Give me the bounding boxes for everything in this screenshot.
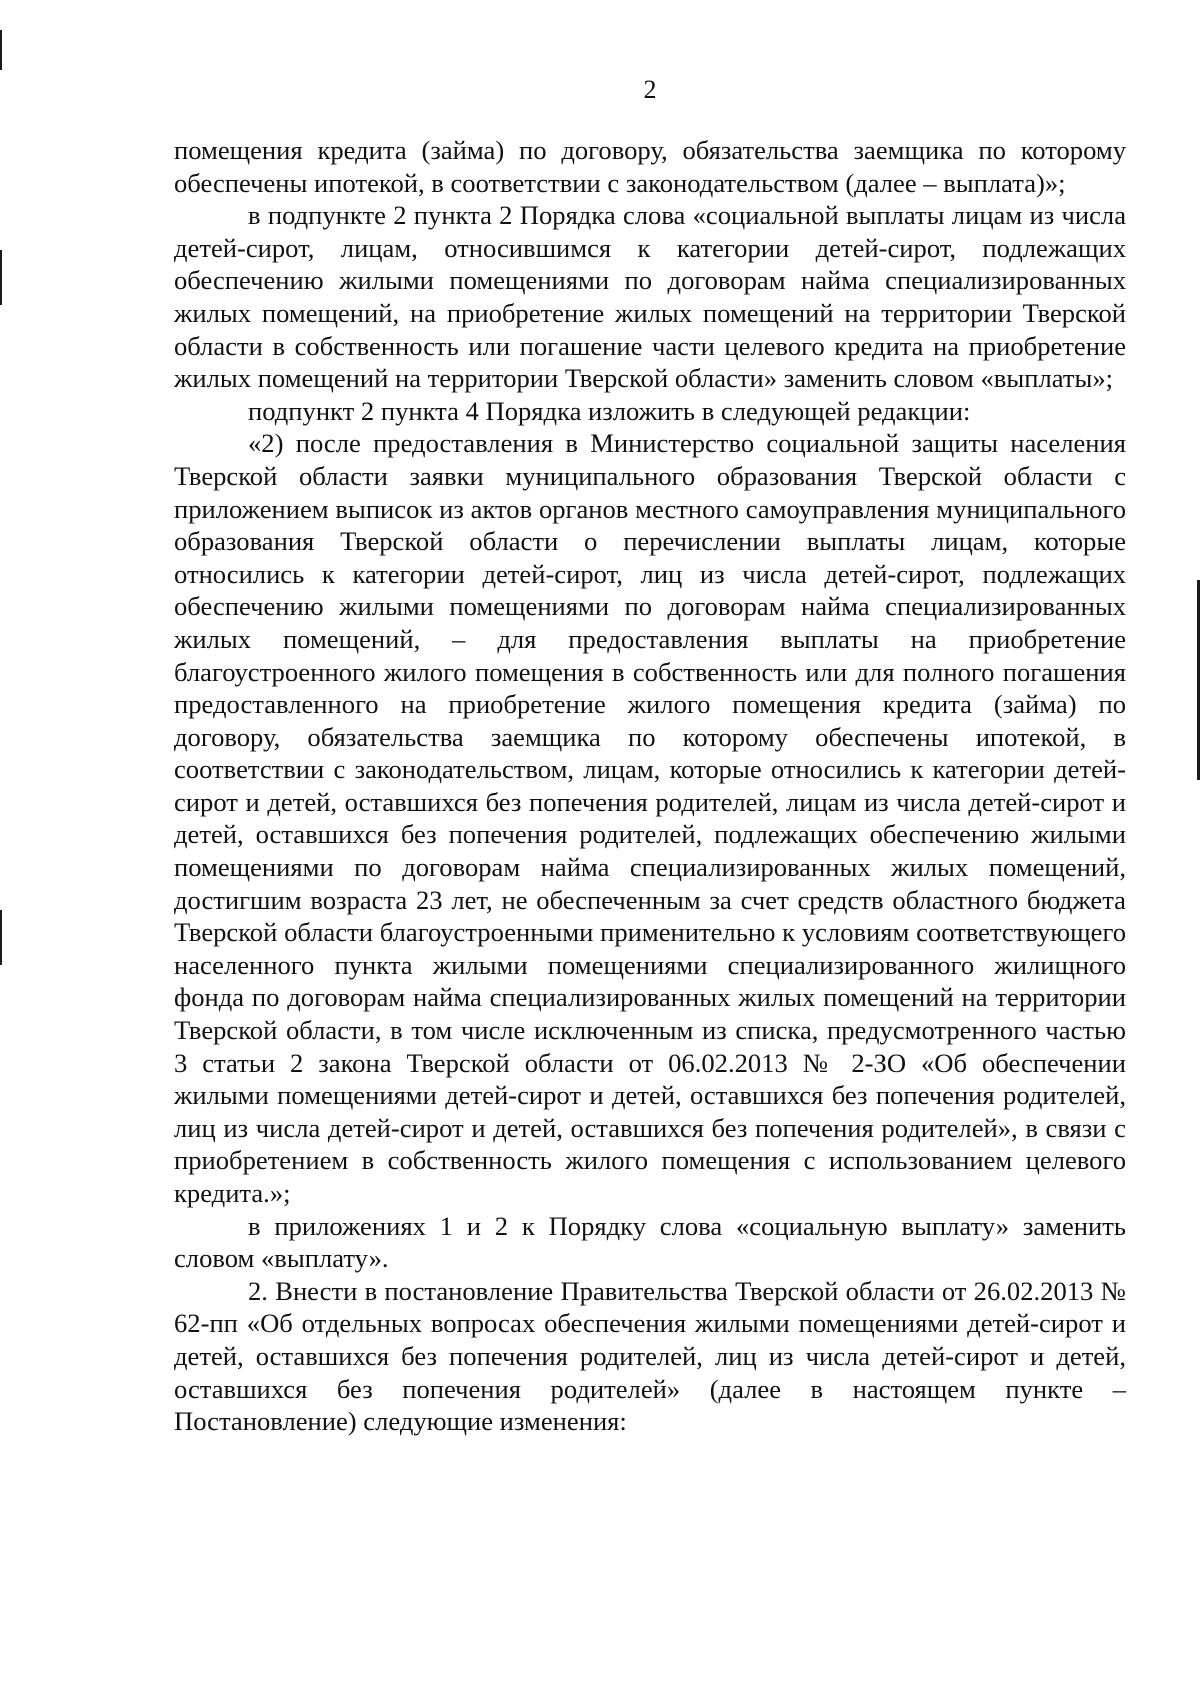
scan-edge-mark xyxy=(0,910,2,965)
scan-edge-mark xyxy=(0,30,2,70)
page-number: 2 xyxy=(643,75,657,104)
paragraph-subitem-2-point-2: в подпункте 2 пункта 2 Порядка слова «социальной выплаты лицам из числа детей-сирот, лицам, относившимся к категории детей-сирот, подлежащих обеспечению жилыми помещениями по договорам найма специализированных жилых помещений, на приобретение жилых помещений на территории Тверской области в собственность или погашение части целевого кредита на приобретение жилых помещений на территории Тверской области» заменить словом «выплаты»; xyxy=(174,200,1126,394)
paragraph-subitem-2-point-4-intro: подпункт 2 пункта 4 Порядка изложить в следующей редакции: xyxy=(248,395,971,426)
paragraph-new-wording: «2) после предоставления в Министерство социальной защиты населения Тверской области заявки муниципального образования Тверской области с приложением выписок из актов органов местного самоуправления муниципального образования Тверской области о перечислении выплаты лицам, которые относились к категории детей-сирот, лиц из числа детей-сирот, подлежащих обеспечению жилыми помещениями по договорам найма специализированных жилых помещений, – для предоставления выплаты на приобретение благоустроенного жилого помещения в собственность или для полного погашения предоставленного на приобретение жилого помещения кредита (займа) по договору, обязательства заемщика по которому обеспечены ипотекой, в соответствии с законодательством, лицам, которые относились к категории детей-сирот и детей, оставшихся без попечения родителей, лицам из числа детей-сирот и детей, оставшихся без попечения родителей, подлежащих обеспечению жилыми помещениями по договорам найма специализированных жилых помещений, достигшим возраста 23 лет, не обеспеченным за счет средств областного бюджета Тверской области благоустроенными применительно к условиям соответствующего населенного пункта жилыми помещениями специализированного жилищного фонда по договорам найма специализированных жилых помещений на территории Тверской области, в том числе исключенным из списка, предусмотренного частью 3 статьи 2 закона Тверской области от 06.02.2013 № 2-ЗО «Об обеспечении жилыми помещениями детей-сирот и детей, оставшихся без попечения родителей, лиц из числа детей-сирот и детей, оставшихся без попечения родителей», в связи с приобретением в собственность жилого помещения с использованием целевого кредита.»; xyxy=(174,428,1126,1208)
paragraph-appendices: в приложениях 1 и 2 к Порядку слова «социальную выплату» заменить словом «выплату». xyxy=(174,1210,1126,1274)
paragraph-item-2: 2. Внести в постановление Правительства Тверской области от 26.02.2013 № 62-пп «Об отдельных вопросах обеспечения жилыми помещениями детей-сирот и детей, оставшихся без попечения родителей, лиц из числа детей-сирот и детей, оставшихся без попечения родителей» (далее в настоящем пункте – Постановление) следующие изменения: xyxy=(174,1275,1126,1437)
scan-edge-mark xyxy=(0,250,2,305)
paragraph-continuation: помещения кредита (займа) по договору, обязательства заемщика по которому обеспечены ипотекой, в соответствии с законодательством (далее – выплата)»; xyxy=(174,135,1126,198)
document-body xyxy=(174,134,1126,1438)
